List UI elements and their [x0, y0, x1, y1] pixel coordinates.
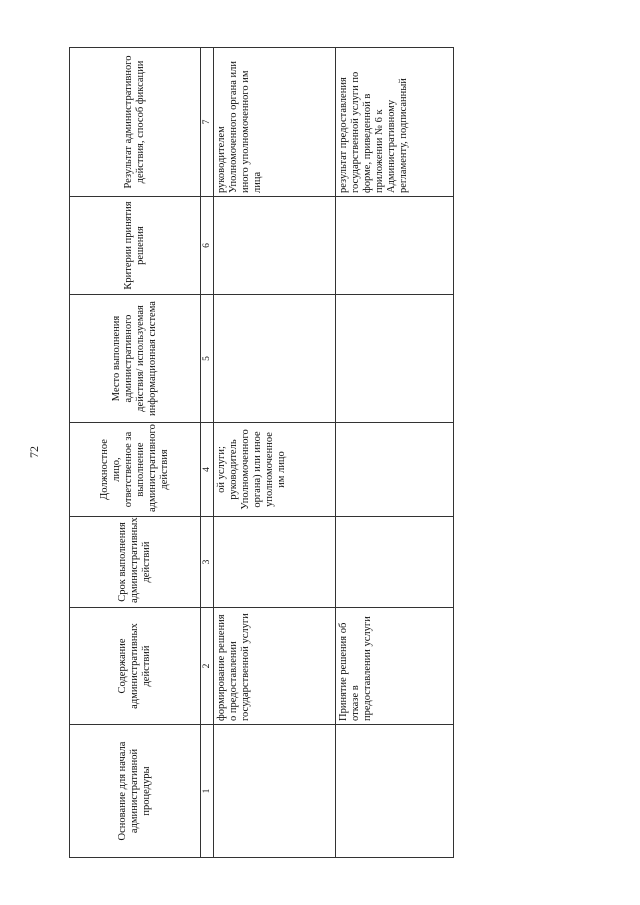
table-cell: результат предоставления государственной услуги по форме, приведенной в приложении № 6 к Административному регламенту, подписанный — [336, 48, 454, 197]
header-cell: Место выполнения административного действия/ используемая информационная система — [70, 295, 201, 423]
table-row — [336, 48, 454, 858]
header-row — [70, 48, 201, 858]
table-cell: руководителем Уполномоченного органа или иного уполномоченного им лица — [214, 48, 336, 197]
table-cell — [214, 725, 336, 858]
table-cell — [214, 197, 336, 295]
table-cell — [214, 295, 336, 423]
header-cell: Критерии принятия решения — [70, 197, 201, 295]
table-cell: ой услуги; руководитель Уполномоченного органа) или иное уполномоченное им лицо — [214, 423, 336, 517]
header-cell: Содержание административных действий — [70, 608, 201, 725]
column-number: 4 — [201, 423, 214, 517]
column-number: 7 — [201, 48, 214, 197]
rotated-table-frame — [69, 48, 445, 858]
table-cell: формирование решения о предоставлении государственной услуги — [214, 608, 336, 725]
table-cell — [336, 295, 454, 423]
header-cell: Должностное лицо, ответственное за выполнение административного действия — [70, 423, 201, 517]
column-number: 3 — [201, 517, 214, 608]
column-number: 6 — [201, 197, 214, 295]
header-cell: Срок выполнения административных действий — [70, 517, 201, 608]
table-cell — [214, 517, 336, 608]
header-cell: Результат административного действия, способ фиксации — [70, 48, 201, 197]
page-number: 72 — [27, 446, 41, 458]
procedure-table — [69, 47, 454, 858]
table-cell — [336, 197, 454, 295]
column-number: 5 — [201, 295, 214, 423]
table-cell — [336, 725, 454, 858]
table-cell — [336, 423, 454, 517]
column-number-row — [201, 48, 214, 858]
table-row — [214, 48, 336, 858]
column-number: 2 — [201, 608, 214, 725]
table-cell — [336, 517, 454, 608]
table-cell: Принятие решения об отказе в предоставлении услуги — [336, 608, 454, 725]
column-number: 1 — [201, 725, 214, 858]
header-cell: Основание для начала административной процедуры — [70, 725, 201, 858]
